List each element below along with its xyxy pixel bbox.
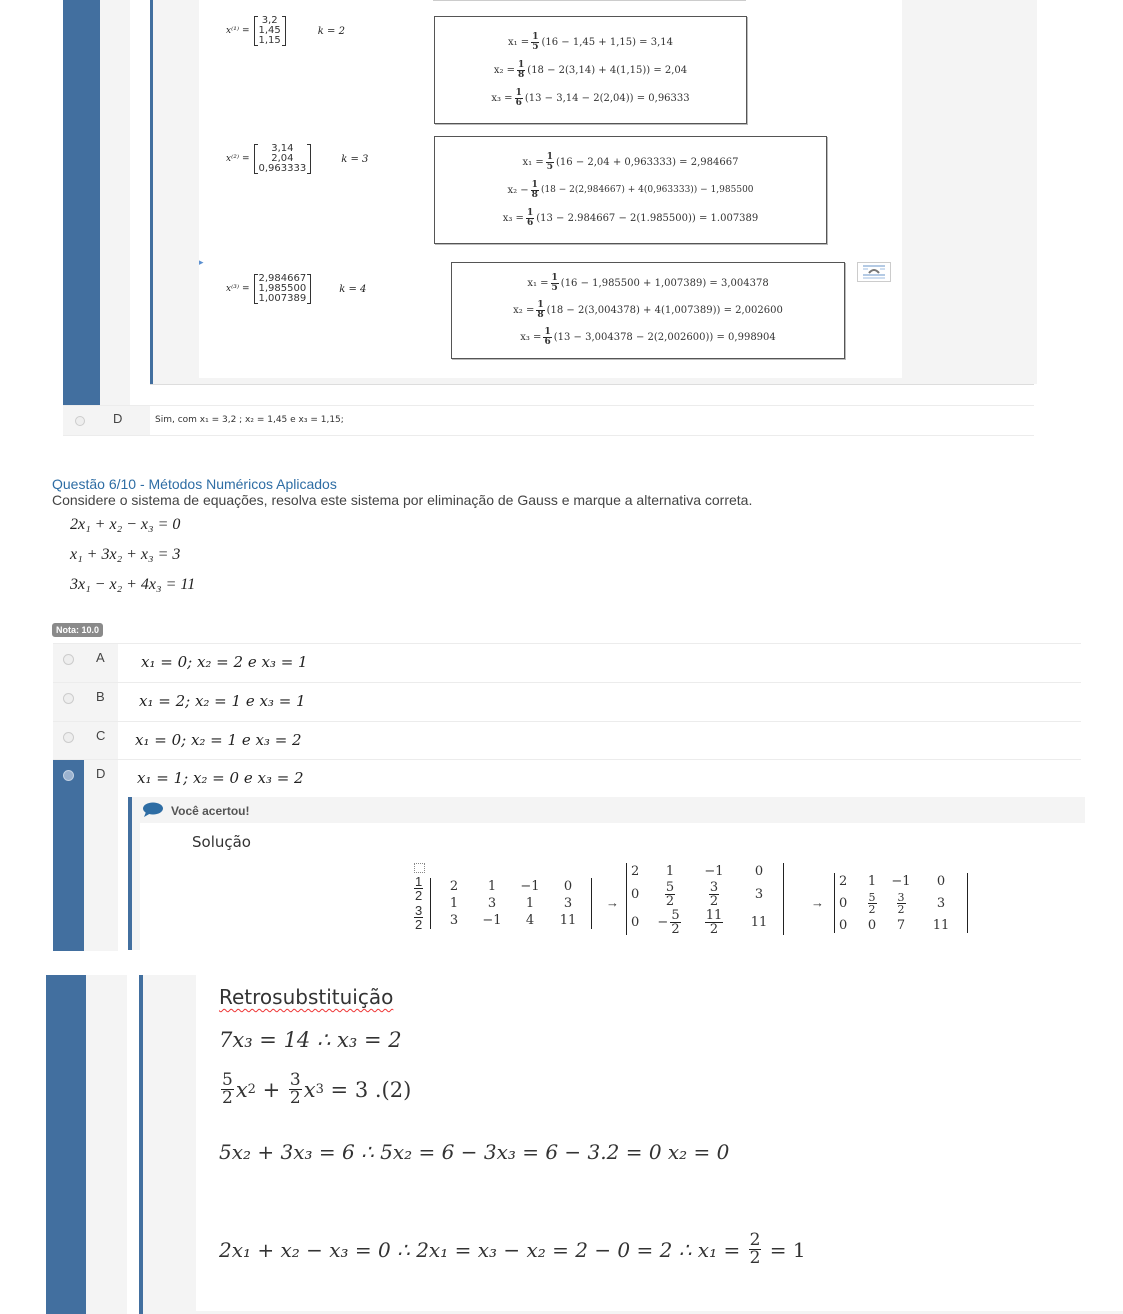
option-gutter [84, 760, 118, 951]
feedback-panel-cont [139, 975, 196, 1314]
equation-line: x₃ = $\frac{1}{6}$ (13 − 3,14 − 2(2,04)) = 0,96333 [491, 87, 690, 108]
option-b[interactable] [53, 682, 1081, 721]
feedback-status: Você acertou! [171, 804, 250, 818]
selected-option-bar-cont [46, 975, 86, 1314]
radio-button[interactable] [63, 654, 74, 665]
speech-bubble-icon [142, 802, 164, 823]
back-sub-line-4: 2x₁ + x₂ − x₃ = 0 ∴ 2x₁ = x₃ − x₂ = 2 − 0 = 2 ∴ x₁ = $\frac{2}{2}$ = 1 [219, 1230, 806, 1268]
vector-cell: 3,2 [261, 15, 278, 26]
equation-line: x₁ = $\frac{1}{5}$ (16 − 1,45 + 1,15) = 3,14 [507, 31, 674, 52]
vector-label: x⁽¹⁾ = [226, 26, 250, 36]
jacobi-step-2 [226, 144, 368, 174]
option-c[interactable] [53, 721, 1081, 760]
augmented-matrix-1: 2 1 −1 0 1 3 1 3 3 −1 4 11 [430, 878, 592, 929]
equation-line: x₂ = $\frac{1}{8}$ (18 − 2(3,004378) + 4(1,007389)) = 2,002600 [513, 300, 783, 320]
vector-cell: 2,04 [271, 153, 294, 164]
selected-option-bar [53, 760, 84, 951]
top-divider [433, 0, 746, 1]
option-letter: D [96, 766, 106, 781]
option-text: Sim, com x₁ = 3,2 ; x₂ = 1,45 e x₃ = 1,15; [155, 415, 344, 425]
option-letter: C [96, 728, 106, 743]
option-gutter-prev [100, 0, 130, 405]
radio-button[interactable] [63, 732, 74, 743]
back-substitution-title: Retrosubstituição [219, 985, 394, 1009]
augmented-matrix-3: 2 1 −1 0 0 $\frac{5}{2}$ $\frac{3}{2}$ 3 0 0 7 11 [834, 873, 968, 933]
vector-label: x⁽²⁾ = [226, 154, 250, 164]
option-gutter [53, 722, 118, 760]
vector-x1 [254, 16, 286, 46]
vector-x3 [254, 274, 312, 304]
feedback-bottom-line [150, 384, 1034, 385]
radio-button[interactable] [75, 416, 85, 426]
solution-content [140, 823, 1085, 950]
row-multipliers: $\frac{1}{2}$ $\frac{3}{2}$ [415, 874, 423, 932]
vector-cell: 1,007389 [258, 293, 307, 304]
question-title: Questão 6/10 - Métodos Numéricos Aplicados [52, 476, 337, 492]
arrow: → [606, 895, 619, 910]
k-label: k = 4 [339, 283, 367, 295]
selected-option-bar-prev [63, 0, 100, 405]
vector-cell: 2,984667 [258, 273, 307, 284]
equation-line: x₁ = $\frac{1}{5}$ (16 − 2,04 + 0,963333) = 2,984667 [522, 151, 739, 172]
k-label: k = 2 [317, 25, 345, 37]
jacobi-step-3 [226, 274, 366, 304]
back-sub-line-3: 5x₂ + 3x₃ = 6 ∴ 5x₂ = 6 − 3x₃ = 6 − 3.2 = 0 x₂ = 0 [219, 1140, 730, 1164]
question-prompt: Considere o sistema de equações, resolva este sistema por eliminação de Gauss e marque a alternativa correta. [52, 492, 753, 508]
equation-line: x₂ − $\frac{1}{8}$ (18 − 2(2,984667) + 4(0,963333)) − 1,985500 [507, 179, 754, 200]
image-layout-icon[interactable] [857, 262, 891, 282]
vector-x2 [254, 144, 312, 174]
option-row-prev-d[interactable] [63, 405, 1034, 436]
back-sub-line-1: 7x₃ = 14 ∴ x₃ = 2 [219, 1028, 402, 1052]
cursor-icon: ▸ [199, 257, 204, 267]
equation-line: x₃ = $\frac{1}{6}$ (13 − 2.984667 − 2(1.985500)) = 1.007389 [502, 207, 759, 228]
back-substitution [219, 985, 393, 1009]
equation-line: x₃ = $\frac{1}{6}$ (13 − 3,004378 − 2(2,002600)) = 0,998904 [520, 327, 776, 347]
equation-line: x₂ = $\frac{1}{8}$ (18 − 2(3,14) + 4(1,15)) = 2,04 [493, 59, 688, 80]
solution-title: Solução [192, 833, 251, 851]
grade-badge: Nota: 10.0 [52, 623, 103, 637]
equation-box-step-1 [434, 16, 747, 124]
vector-cell: 3,14 [271, 143, 294, 154]
vector-cell: 0,963333 [258, 163, 307, 174]
option-text: x₁ = 2; x₂ = 1 e x₃ = 1 [139, 692, 306, 710]
option-letter: D [113, 411, 123, 426]
option-a[interactable] [53, 643, 1081, 682]
placeholder-box-icon [414, 863, 425, 873]
option-text: x₁ = 0; x₂ = 1 e x₃ = 2 [135, 731, 302, 749]
radio-button-selected[interactable] [63, 770, 74, 781]
k-label: k = 3 [341, 153, 369, 165]
feedback-panel [128, 797, 1085, 950]
option-text: x₁ = 1; x₂ = 0 e x₃ = 2 [137, 769, 304, 787]
equation-box-step-3 [451, 262, 845, 359]
option-letter: A [96, 650, 105, 665]
vector-label: x⁽³⁾ = [226, 284, 250, 294]
vector-cell: 1,45 [258, 25, 281, 36]
vector-cell: 1,15 [258, 35, 281, 46]
jacobi-step-1 [226, 16, 345, 46]
equation-box-step-2 [434, 136, 827, 244]
equation-line: x₁ = $\frac{1}{5}$ (16 − 1,985500 + 1,007389) = 3,004378 [527, 273, 769, 293]
equation-system [70, 510, 195, 600]
option-gutter [53, 683, 118, 721]
back-sub-line-2: $\frac{5}{2}$ x 2 + $\frac{3}{2}$ x 3 = 3 .(2) [222, 1070, 412, 1108]
system-equation-2: x₁ + 3x₂ + x₃ = 3 [70, 546, 181, 563]
vector-cell: 1,985500 [258, 283, 307, 294]
arrow: → [811, 895, 824, 910]
system-equation-1: 2x₁ + x₂ − x₃ = 0 [70, 516, 181, 533]
augmented-matrix-2: 2 1 −1 0 0 $\frac{5}{2}$ $\frac{3}{2}$ 3 0 − $\frac{5}{2}$ $\frac{11}{2}$ 11 [626, 863, 784, 935]
radio-button[interactable] [63, 693, 74, 704]
option-letter: B [96, 689, 105, 704]
option-gutter-cont [86, 975, 127, 1314]
system-equation-3: 3x₁ − x₂ + 4x₃ = 11 [70, 576, 196, 593]
option-text: x₁ = 0; x₂ = 2 e x₃ = 1 [141, 653, 308, 671]
option-gutter [53, 644, 118, 682]
